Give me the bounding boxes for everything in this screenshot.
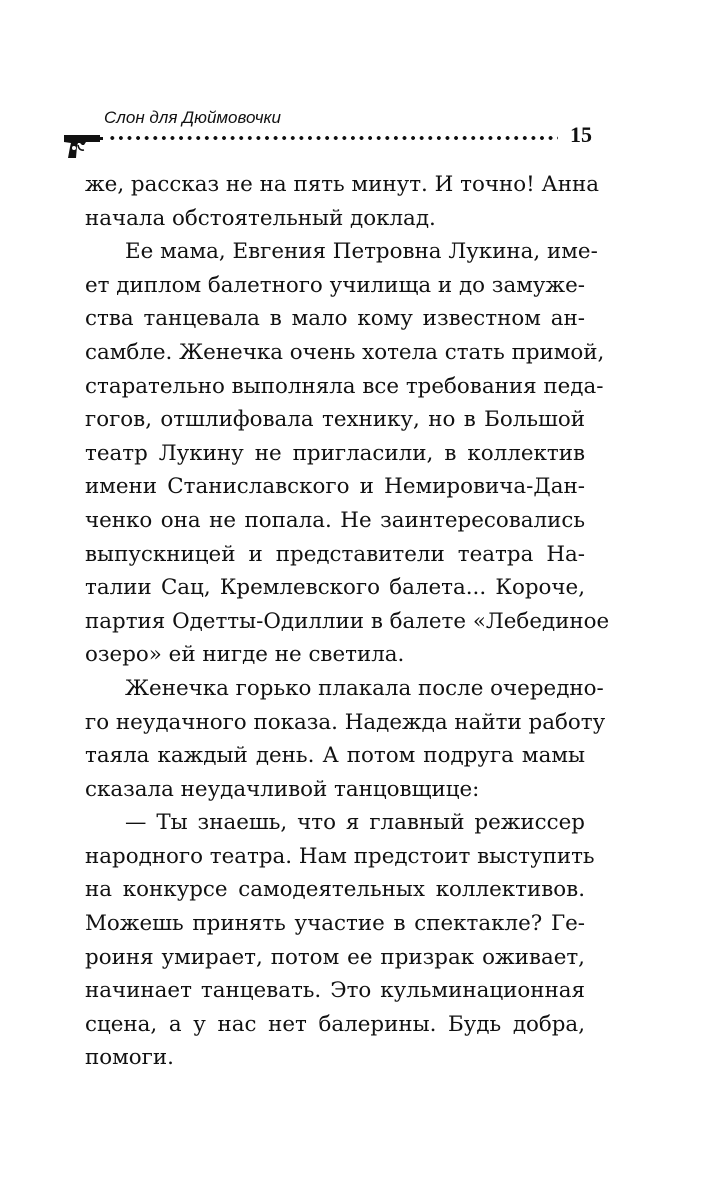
text-line: озеро» ей нигде не светила. bbox=[85, 642, 405, 668]
text-line: на конкурсе самодеятельных коллективов. bbox=[85, 877, 585, 903]
page-number: 15 bbox=[570, 122, 592, 147]
body-text bbox=[85, 168, 610, 1075]
text-line: имени Станиславского и Немировича-Дан- bbox=[85, 474, 585, 500]
text-line: ства танцевала в мало кому известном ан- bbox=[85, 306, 585, 332]
text-line: сцена, а у нас нет балерины. Будь добра, bbox=[85, 1011, 585, 1037]
running-header bbox=[62, 108, 592, 160]
paragraph bbox=[85, 168, 599, 235]
text-line: — Ты знаешь, что я главный режиссер bbox=[125, 810, 585, 836]
text-line: старательно выполняла все требования педа- bbox=[85, 373, 604, 399]
paragraph bbox=[85, 806, 595, 1075]
text-line: ет диплом балетного училища и до замуже- bbox=[85, 272, 585, 298]
text-line: сказала неудачливой танцовщице: bbox=[85, 776, 480, 802]
text-line: начала обстоятельный доклад. bbox=[85, 205, 436, 231]
text-line: начинает танцевать. Это кульминационная bbox=[85, 978, 585, 1004]
book-title: Слон для Дюймовочки bbox=[104, 108, 281, 127]
text-line: самбле. Женечка очень хотела стать примой, bbox=[85, 339, 605, 365]
text-line: таяла каждый день. А потом подруга мамы bbox=[85, 743, 585, 769]
text-line: помоги. bbox=[85, 1045, 174, 1071]
text-line: го неудачного показа. Надежда найти работу bbox=[85, 709, 606, 735]
text-line: Ее мама, Евгения Петровна Лукина, име- bbox=[125, 239, 598, 265]
text-line: театр Лукину не пригласили, в коллектив bbox=[85, 440, 585, 466]
text-line: же, рассказ не на пять минут. И точно! Анна bbox=[85, 172, 599, 197]
text-line: партия Одетты-Одиллии в балете «Лебединое bbox=[85, 608, 610, 634]
text-line: роиня умирает, потом ее призрак оживает, bbox=[85, 944, 585, 970]
paragraph bbox=[85, 672, 606, 806]
text-line: гогов, отшлифовала технику, но в Большой bbox=[85, 407, 585, 433]
pistol-icon bbox=[62, 132, 104, 160]
text-line: талии Сац, Кремлевского балета... Короче, bbox=[85, 575, 585, 601]
paragraph bbox=[85, 235, 610, 672]
text-line: Женечка горько плакала после очередно- bbox=[125, 675, 604, 701]
text-line: ченко она не попала. Не заинтересовались bbox=[85, 507, 585, 533]
text-line: выпускницей и представители театра На- bbox=[85, 541, 585, 567]
dotted-leader bbox=[108, 135, 558, 141]
text-line: Можешь принять участие в спектакле? Ге- bbox=[85, 911, 585, 937]
text-line: народного театра. Нам предстоит выступить bbox=[85, 843, 595, 869]
